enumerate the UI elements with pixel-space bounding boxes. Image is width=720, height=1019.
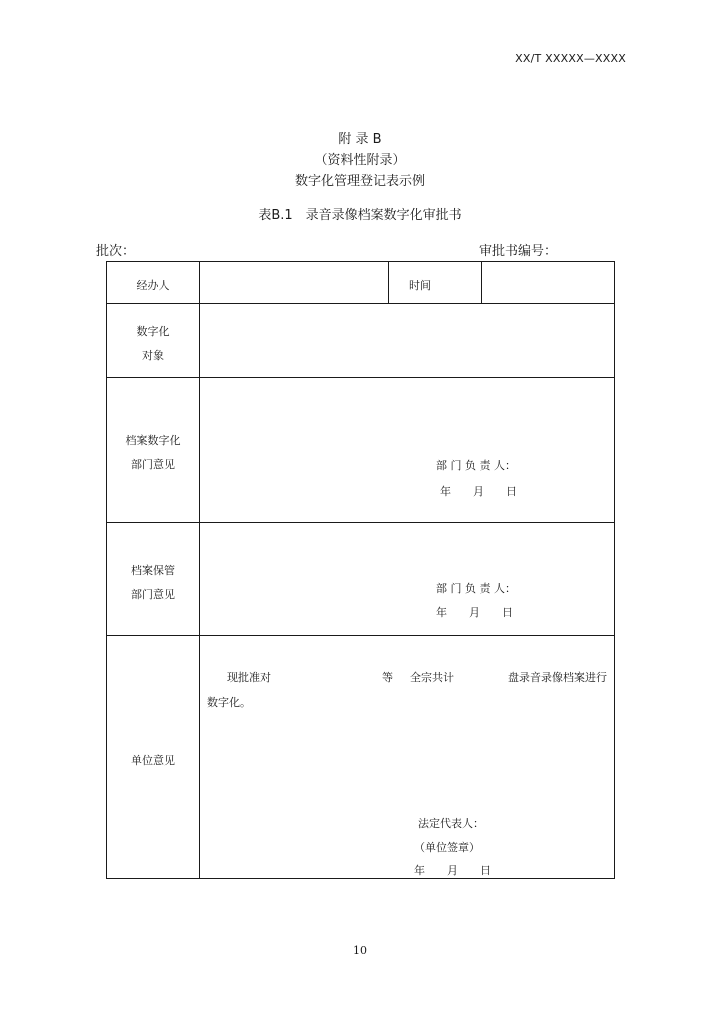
object-label-line2: 对象 xyxy=(142,349,164,362)
object-input[interactable] xyxy=(200,304,614,377)
digitization-dept-label-line2: 部门意见 xyxy=(131,458,175,471)
appendix-type: （资料性附录） xyxy=(314,153,406,168)
appendix-name: 数字化管理登记表示例 xyxy=(294,174,425,189)
custody-dept-date: 年 月 日 xyxy=(436,606,513,619)
table-border-bottom xyxy=(106,878,615,879)
standard-code: XX/T XXXXX—XXXX xyxy=(515,52,626,65)
page-number: 10 xyxy=(353,944,367,957)
custody-dept-opinion-input[interactable] xyxy=(200,523,614,573)
digitization-dept-date: 年 月 日 xyxy=(440,485,517,498)
unit-seal: （单位签章） xyxy=(414,841,480,854)
time-label: 时间 xyxy=(409,279,431,292)
approve-text-4: 盘录音录像档案进行 xyxy=(508,671,607,684)
handler-label: 经办人 xyxy=(136,279,170,292)
appendix-title: 附 录 B xyxy=(338,132,382,147)
custody-dept-signer: 部 门 负 责 人： xyxy=(436,582,516,595)
custody-dept-label-line2: 部门意见 xyxy=(131,588,175,601)
unit-opinion-date: 年 月 日 xyxy=(414,864,491,877)
table-border-right xyxy=(614,261,615,879)
row-divider-4 xyxy=(106,635,615,636)
legal-representative: 法定代表人： xyxy=(418,817,484,830)
handler-input[interactable] xyxy=(200,262,388,303)
approval-number-label: 审批书编号： xyxy=(479,244,558,259)
approve-text-2: 等 xyxy=(382,671,393,684)
digitization-dept-label-line1: 档案数字化 xyxy=(125,434,181,447)
unit-opinion-label: 单位意见 xyxy=(131,754,175,767)
object-label-line1: 数字化 xyxy=(136,325,170,338)
time-input[interactable] xyxy=(482,262,614,303)
digitization-dept-signer: 部 门 负 责 人： xyxy=(436,459,516,472)
batch-label: 批次： xyxy=(96,244,136,259)
approve-text-3: 全宗共计 xyxy=(410,671,454,684)
table-title: 表B.1 录音录像档案数字化审批书 xyxy=(258,208,462,223)
approve-text-5: 数字化。 xyxy=(207,696,251,709)
approve-text-1: 现批准对 xyxy=(227,671,271,684)
custody-dept-label-line1: 档案保管 xyxy=(131,564,175,577)
digitization-dept-opinion-input[interactable] xyxy=(200,378,614,448)
